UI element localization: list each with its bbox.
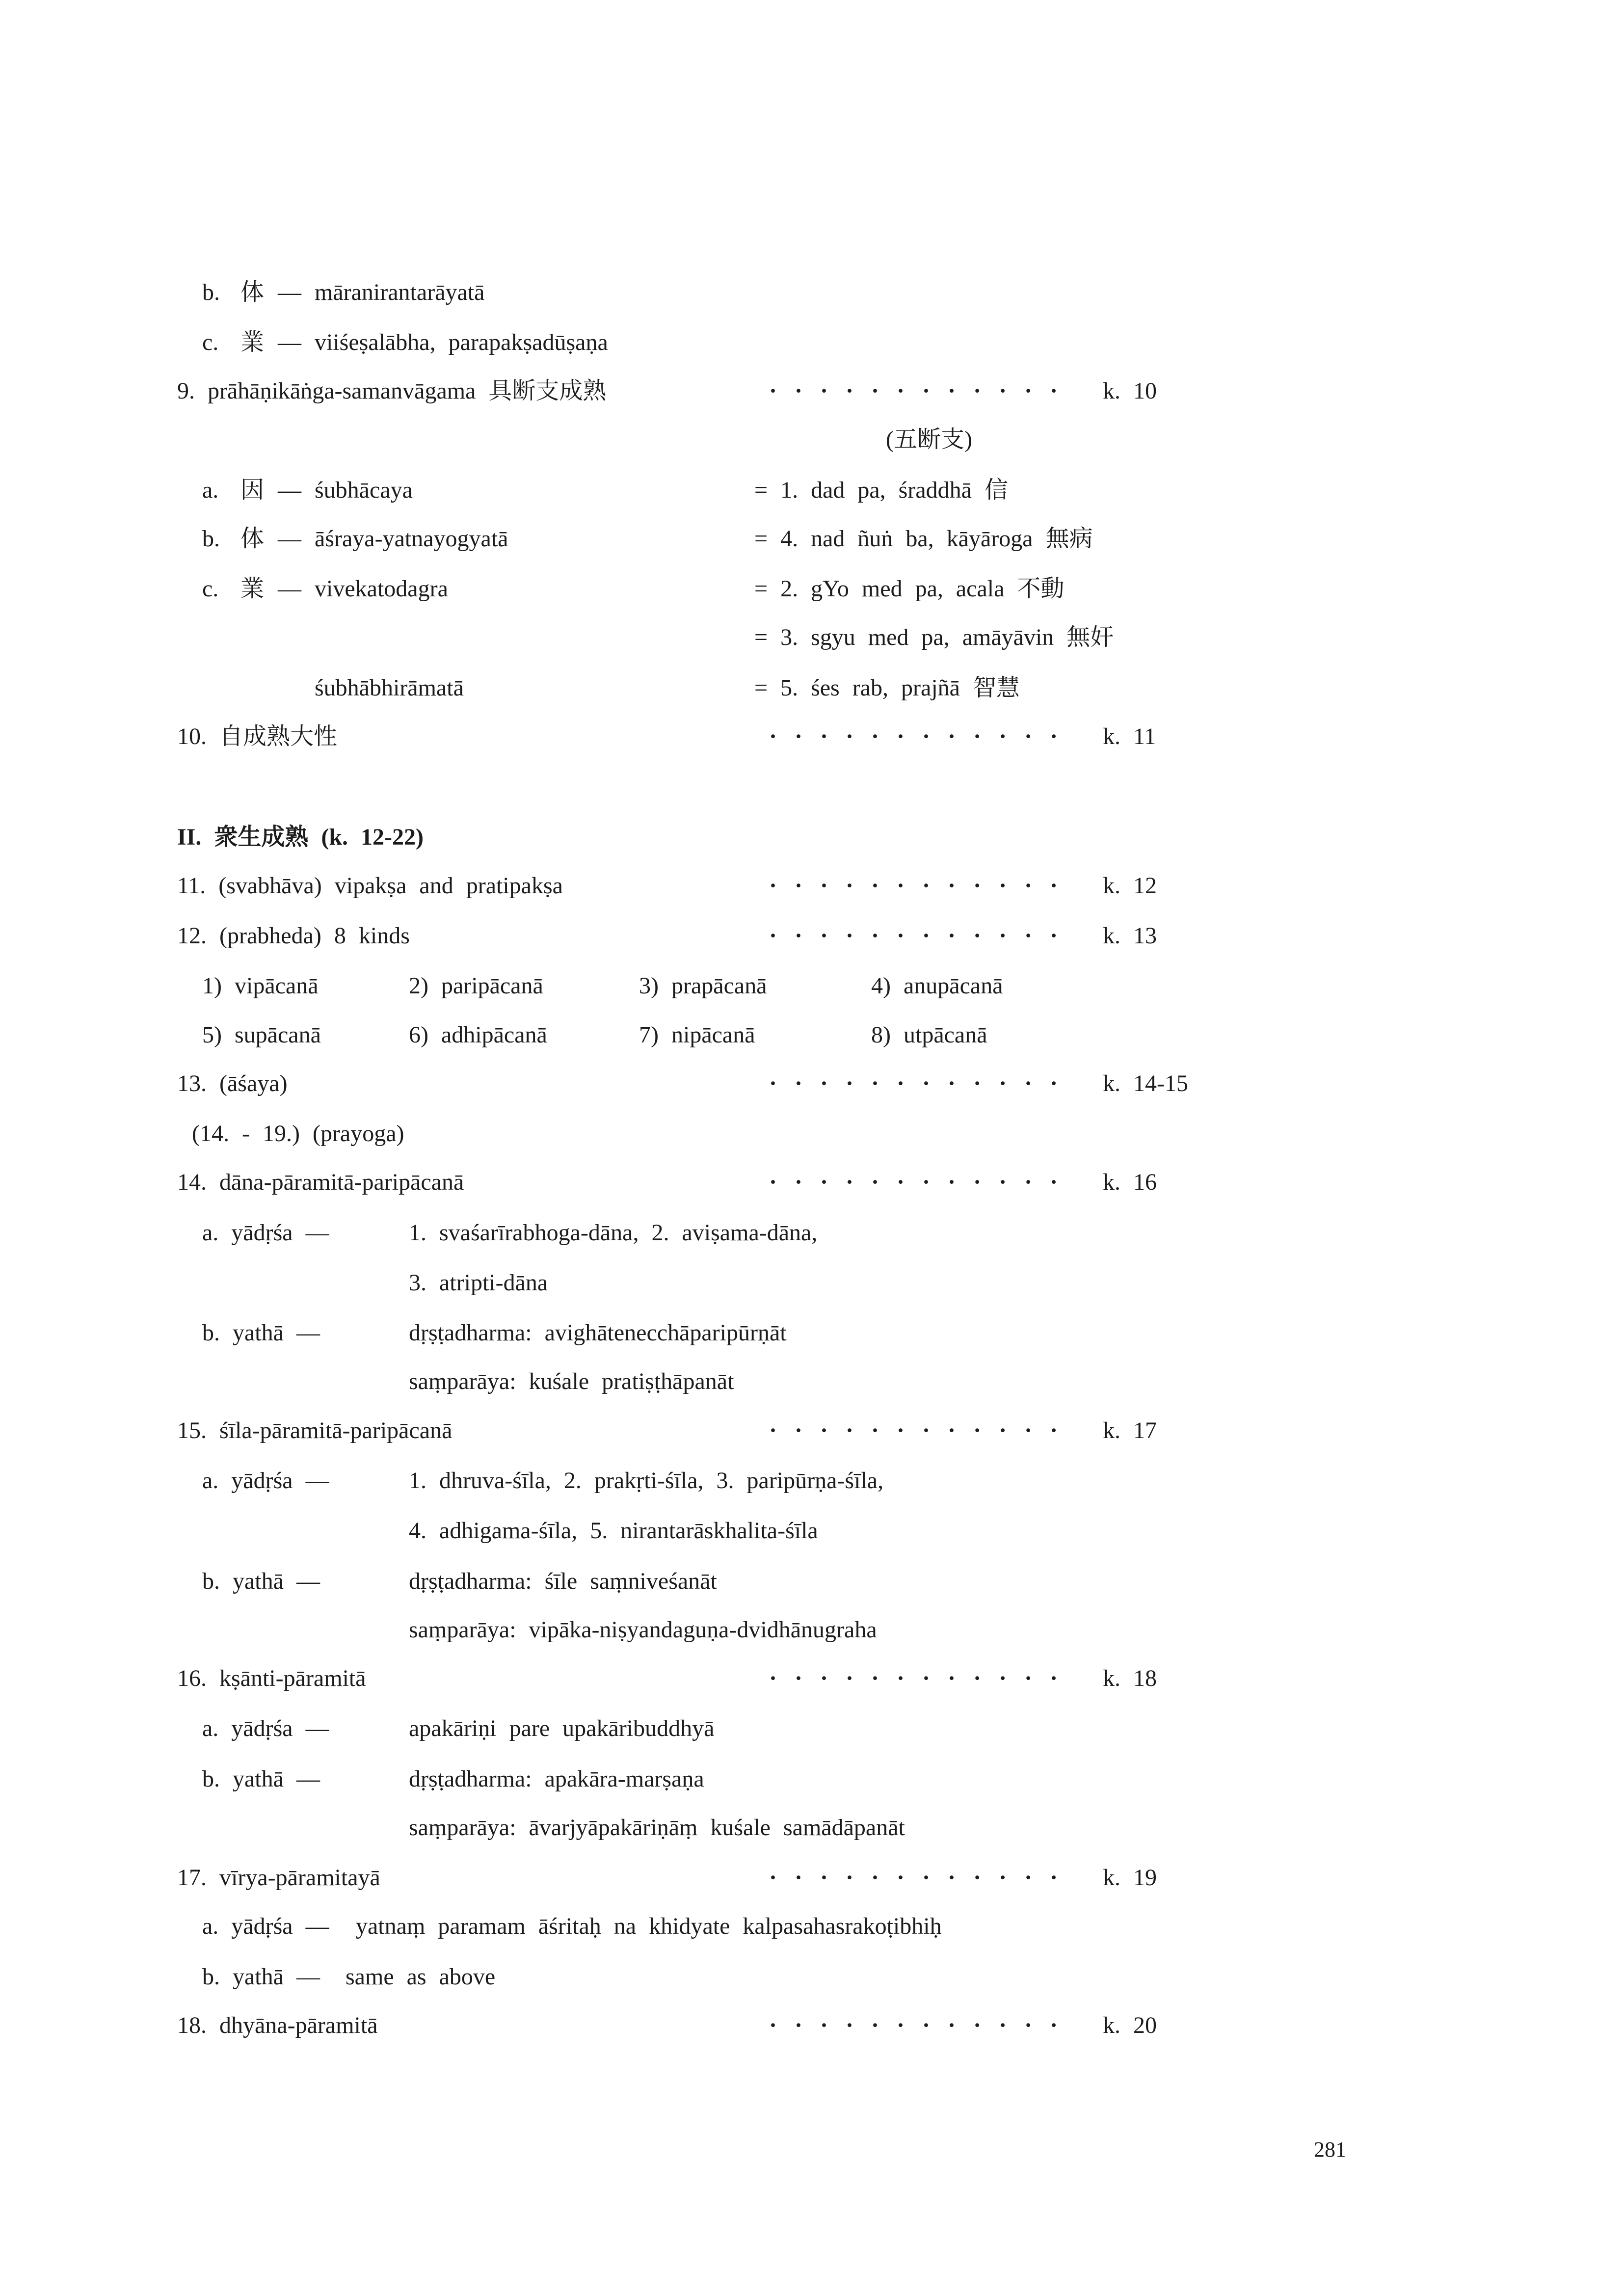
- item9-a-row: [0, 476, 1624, 505]
- item17-title-row: [0, 1863, 1624, 1893]
- item-body-line: same as above: [346, 1964, 496, 1990]
- item15-a-row-2: [0, 1516, 1624, 1546]
- item-term: vivekatodagra: [315, 576, 448, 602]
- item-title: 18. dhyāna-pāramitā: [177, 2012, 378, 2038]
- kind-entry: 2) paripācanā: [409, 973, 543, 999]
- item-equivalent: = 1. dad pa, śraddhā 信: [754, 477, 1008, 503]
- dot-leader: ············: [769, 1070, 1076, 1096]
- karika-reference: k. 16: [1103, 1169, 1157, 1195]
- item-body-line: 1. dhruva-śīla, 2. prakṛti-śīla, 3. paripūrṇa-śīla,: [409, 1468, 884, 1494]
- item12-kinds-row-2: [0, 1020, 1624, 1050]
- item12-title-row: [0, 921, 1624, 951]
- kind-entry: 8) utpācanā: [871, 1022, 987, 1048]
- karika-reference: k. 10: [1103, 378, 1157, 404]
- item-title: 16. kṣānti-pāramitā: [177, 1665, 366, 1691]
- item-label: b. yathā —: [202, 1964, 320, 1990]
- item9-note-row: [0, 425, 1624, 454]
- item15-b-row-1: [0, 1567, 1624, 1596]
- dot-leader: ············: [769, 723, 1076, 749]
- item-label: b. yathā —: [202, 1766, 320, 1792]
- dot-leader: ············: [769, 378, 1076, 404]
- item-body-line: 4. adhigama-śīla, 5. nirantarāskhalita-śīla: [409, 1518, 818, 1544]
- item-equivalent: = 3. sgyu med pa, amāyāvin 無奸: [754, 624, 1114, 650]
- item-label: b. yathā —: [202, 1320, 320, 1346]
- item-dash: —: [278, 279, 301, 305]
- item-title: 9. prāhāṇikāṅga-samanvāgama 具断支成熟: [177, 378, 607, 404]
- kind-entry: 5) supācanā: [202, 1022, 321, 1048]
- item9-title-row: [0, 376, 1624, 406]
- item12-kinds-row-1: [0, 971, 1624, 1001]
- item11-title-row: [0, 871, 1624, 901]
- item-label: b. yathā —: [202, 1568, 320, 1594]
- item-title: 13. (āśaya): [177, 1070, 288, 1096]
- karika-reference: k. 12: [1103, 873, 1157, 899]
- item-title: 17. vīrya-pāramitayā: [177, 1865, 380, 1891]
- item16-b-row-2: [0, 1813, 1624, 1842]
- item-body-line: dṛṣṭadharma: apakāra-marṣaṇa: [409, 1766, 704, 1792]
- item10-title-row: [0, 722, 1624, 751]
- item9-c-more-row: [0, 623, 1624, 652]
- item-key-kanji: 体: [240, 279, 265, 305]
- item-label: c.: [202, 329, 219, 355]
- item-term: śubhābhirāmatā: [315, 675, 464, 701]
- item-body-line: 1. svaśarīrabhoga-dāna, 2. aviṣama-dāna,: [409, 1220, 818, 1246]
- dot-leader: ············: [769, 923, 1076, 949]
- item8-c-row: [0, 328, 1624, 357]
- item9-c-row: [0, 574, 1624, 604]
- item-title: 10. 自成熟大性: [177, 723, 338, 749]
- karika-reference: k. 14-15: [1103, 1070, 1188, 1096]
- item-dash: —: [278, 477, 301, 503]
- item-title: 14. dāna-pāramitā-paripācanā: [177, 1169, 464, 1195]
- item-label: b.: [202, 279, 220, 305]
- prayoga-range-row: [0, 1119, 1624, 1148]
- item-key-kanji: 業: [240, 576, 265, 602]
- item13-title-row: [0, 1069, 1624, 1098]
- item9-c-last-row: [0, 673, 1624, 703]
- karika-reference: k. 20: [1103, 2012, 1157, 2038]
- item-term: māranirantarāyatā: [315, 279, 485, 305]
- item16-title-row: [0, 1664, 1624, 1693]
- item-dash: —: [278, 526, 301, 552]
- dot-leader: ············: [769, 1169, 1076, 1195]
- item-equivalent: = 4. nad ñuṅ ba, kāyāroga 無病: [754, 526, 1093, 552]
- item-term: viiśeṣalābha, parapakṣadūṣaṇa: [315, 329, 608, 355]
- item16-b-row-1: [0, 1764, 1624, 1794]
- item-body-line: dṛṣṭadharma: avighātenecchāparipūrṇāt: [409, 1320, 787, 1346]
- karika-reference: k. 17: [1103, 1417, 1157, 1443]
- kind-entry: 1) vipācanā: [202, 973, 319, 999]
- item18-title-row: [0, 2011, 1624, 2040]
- item-body-line: apakāriṇi pare upakāribuddhyā: [409, 1715, 715, 1741]
- item-label: a.: [202, 477, 219, 503]
- item-equivalent: = 5. śes rab, prajñā 智慧: [754, 675, 1020, 701]
- item-body-line: yatnaṃ paramam āśritaḥ na khidyate kalpasahasrakoṭibhiḥ: [356, 1913, 942, 1939]
- kind-entry: 3) prapācanā: [639, 973, 767, 999]
- item15-title-row: [0, 1416, 1624, 1445]
- item14-a-row-1: [0, 1218, 1624, 1248]
- item14-b-row-2: [0, 1367, 1624, 1396]
- item-key-kanji: 体: [240, 526, 265, 552]
- dot-leader: ············: [769, 873, 1076, 899]
- kind-entry: 6) adhipācanā: [409, 1022, 547, 1048]
- prayoga-range: (14. - 19.) (prayoga): [192, 1121, 404, 1147]
- kind-entry: 7) nipācanā: [639, 1022, 755, 1048]
- item9-b-row: [0, 524, 1624, 554]
- karika-reference: k. 11: [1103, 723, 1156, 749]
- item-key-kanji: 因: [240, 477, 265, 503]
- page-number: 281: [1314, 2137, 1346, 2162]
- item14-b-row-1: [0, 1318, 1624, 1348]
- item-label: a. yādṛśa —: [202, 1220, 329, 1246]
- item-term: śubhācaya: [315, 477, 413, 503]
- item-dash: —: [278, 576, 301, 602]
- item-label: b.: [202, 526, 220, 552]
- karika-reference: k. 19: [1103, 1865, 1157, 1891]
- dot-leader: ············: [769, 1665, 1076, 1691]
- item14-title-row: [0, 1168, 1624, 1197]
- item-body-line: 3. atripti-dāna: [409, 1270, 548, 1296]
- item-body-line: saṃparāya: āvarjyāpakāriṇāṃ kuśale samādāpanāt: [409, 1815, 905, 1841]
- item8-b-row: [0, 278, 1624, 307]
- item15-b-row-2: [0, 1615, 1624, 1645]
- item-body-line: saṃparāya: vipāka-niṣyandaguṇa-dvidhānugraha: [409, 1617, 877, 1643]
- item14-a-row-2: [0, 1268, 1624, 1298]
- item-title: 12. (prabheda) 8 kinds: [177, 923, 410, 949]
- dot-leader: ············: [769, 1417, 1076, 1443]
- item-label: a. yādṛśa —: [202, 1468, 329, 1494]
- item-note: (五断支): [886, 427, 972, 453]
- item-label: c.: [202, 576, 219, 602]
- item-title: 11. (svabhāva) vipakṣa and pratipakṣa: [177, 873, 563, 899]
- item-body-line: dṛṣṭadharma: śīle saṃniveśanāt: [409, 1568, 717, 1594]
- item15-a-row-1: [0, 1466, 1624, 1495]
- kind-entry: 4) anupācanā: [871, 973, 1003, 999]
- dot-leader: ············: [769, 1865, 1076, 1891]
- item17-b-row: [0, 1962, 1624, 1992]
- item-body-line: saṃparāya: kuśale pratiṣṭhāpanāt: [409, 1368, 734, 1394]
- item-title: 15. śīla-pāramitā-paripācanā: [177, 1417, 453, 1443]
- karika-reference: k. 18: [1103, 1665, 1157, 1691]
- section-heading: II. 衆生成熟 (k. 12-22): [177, 824, 424, 850]
- item-key-kanji: 業: [240, 329, 265, 355]
- karika-reference: k. 13: [1103, 923, 1157, 949]
- item-label: a. yādṛśa —: [202, 1913, 329, 1939]
- page-footer: [0, 2135, 1624, 2164]
- item16-a-row-1: [0, 1714, 1624, 1743]
- item17-a-row: [0, 1912, 1624, 1941]
- dot-leader: ············: [769, 2012, 1076, 2038]
- item-term: āśraya-yatnayogyatā: [315, 526, 508, 552]
- item-equivalent: = 2. gYo med pa, acala 不動: [754, 576, 1065, 602]
- section-heading-row: [0, 823, 1624, 852]
- item-label: a. yādṛśa —: [202, 1715, 329, 1741]
- item-dash: —: [278, 329, 301, 355]
